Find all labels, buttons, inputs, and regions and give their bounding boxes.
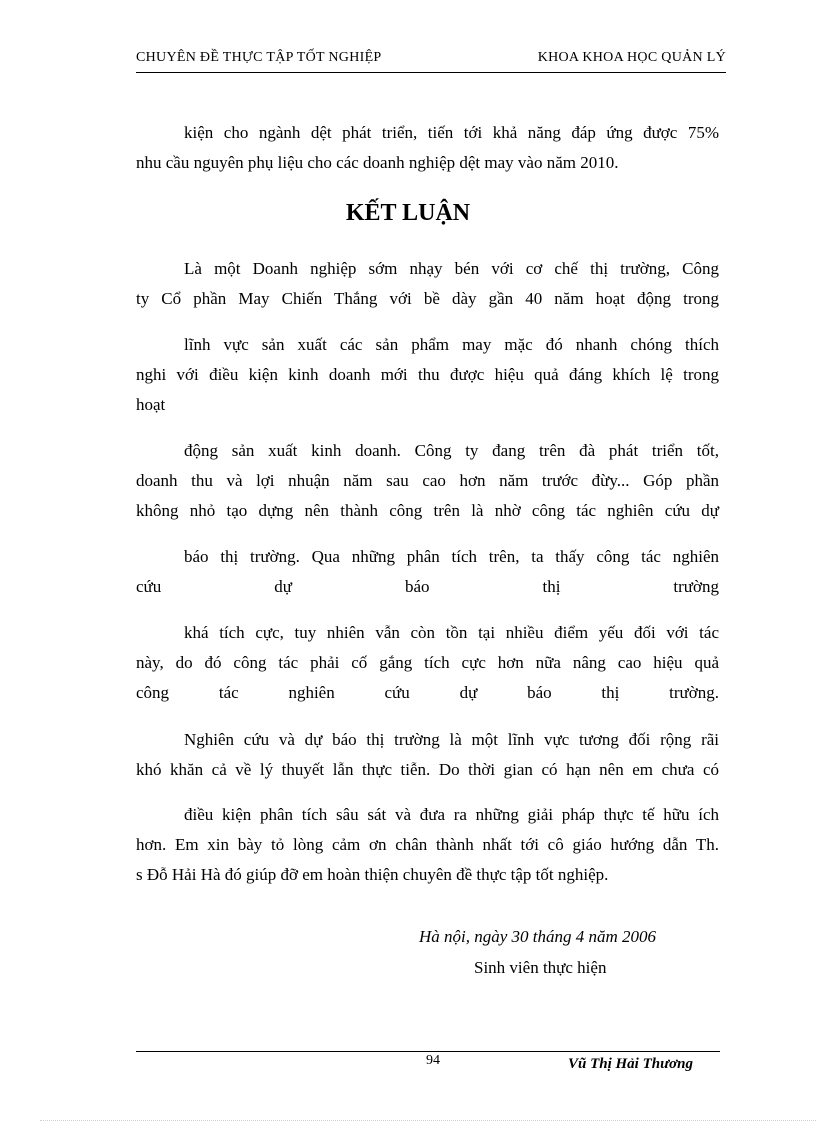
text-line: doanh thu và lợi nhuận năm sau cao hơn năm trước đừy... Góp phần: [136, 471, 719, 490]
footer-divider: [136, 1051, 720, 1052]
paragraph-6: [136, 725, 719, 785]
text-line: khó khăn cả về lý thuyết lẫn thực tiễn. Do thời gian có hạn nên em chưa có: [136, 760, 719, 779]
closing-date: Hà nội, ngày 30 tháng 4 năm 2006: [419, 927, 657, 946]
text-line: này, do đó công tác phải cố gắng tích cực hơn nữa nâng cao hiệu quả: [136, 653, 719, 672]
text-line: Nghiên cứu và dự báo thị trường là một lĩnh vực tương đối rộng rãi: [184, 730, 719, 749]
text-line: báo thị trường. Qua những phân tích trên, ta thấy công tác nghiên: [184, 547, 719, 566]
text-line: cứu dự báo thị trường: [136, 577, 719, 596]
text-line: không nhỏ tạo dựng nên thành công trên là nhờ công tác nghiên cứu dự: [136, 501, 719, 520]
paragraph-7: [136, 800, 719, 890]
text-line: ty Cổ phần May Chiến Thắng với bề dày gần 40 năm hoạt động trong: [136, 289, 719, 308]
text-line: điều kiện phân tích sâu sát và đưa ra những giải pháp thực tế hữu ích: [184, 805, 719, 824]
paragraph-3: [136, 436, 719, 526]
text-line: lĩnh vực sản xuất các sản phẩm may mặc đó nhanh chóng thích: [184, 335, 719, 354]
text-line: hơn. Em xin bày tỏ lòng cảm ơn chân thành nhất tới cô giáo hướng dẫn Th.: [136, 835, 719, 854]
intro-paragraph: [136, 118, 719, 178]
paragraph-2: [136, 330, 719, 420]
closing-signature-role: Sinh viên thực hiện: [474, 958, 607, 977]
page-bottom-edge: [40, 1120, 816, 1121]
text-line: khá tích cực, tuy nhiên vẫn còn tồn tại nhiều điểm yếu đối với tác: [184, 623, 719, 642]
footer-author: Vũ Thị Hải Thương: [568, 1056, 693, 1072]
paragraph-5: [136, 618, 719, 708]
text-line: nhu cầu nguyên phụ liệu cho các doanh nghiệp dệt may vào năm 2010.: [136, 153, 619, 172]
text-line: Là một Doanh nghiệp sớm nhạy bén với cơ chế thị trường, Công: [184, 259, 719, 278]
page-header: [136, 50, 726, 73]
text-line: công tác nghiên cứu dự báo thị trường.: [136, 683, 719, 702]
paragraph-1: [136, 254, 719, 314]
header-right-text: KHOA KHOA HỌC QUẢN LÝ: [537, 50, 726, 65]
text-line: động sản xuất kinh doanh. Công ty đang trên đà phát triển tốt,: [184, 441, 719, 460]
section-title: KẾT LUẬN: [345, 200, 471, 226]
text-line: nghi với điều kiện kinh doanh mới thu được hiệu quả đáng khích lệ trong: [136, 365, 719, 384]
text-line: hoạt: [136, 395, 166, 414]
page-number: 94: [426, 1053, 440, 1068]
paragraph-4: [136, 542, 719, 602]
header-left-text: CHUYÊN ĐỀ THỰC TẬP TỐT NGHIỆP: [136, 50, 382, 65]
text-line: kiện cho ngành dệt phát triển, tiến tới khả năng đáp ứng được 75%: [184, 123, 719, 142]
text-line: s Đỗ Hải Hà đó giúp đỡ em hoàn thiện chuyên đề thực tập tốt nghiệp.: [136, 865, 609, 884]
